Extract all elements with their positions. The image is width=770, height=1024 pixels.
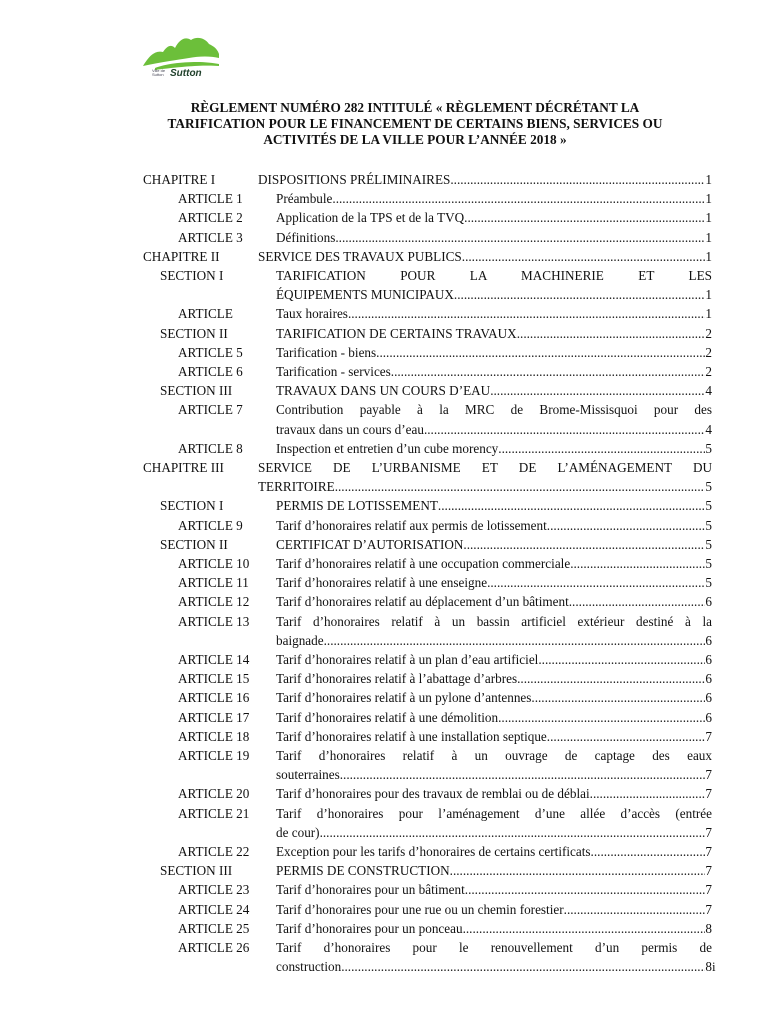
toc-entry-text: Tarif d’honoraires relatif à une enseigne [276,575,488,591]
toc-entry-text: Tarif d’honoraires relatif à une occupation commerciale [276,556,571,571]
toc-entry[interactable] [0,458,770,496]
toc-page-number: 1 [705,229,712,245]
toc-entry-text: SERVICE DE L’URBANISME ET DE L’AMÉNAGEMENT DU [258,460,712,475]
toc-entry-label: ARTICLE 1 [178,191,243,207]
toc-entry-title [276,688,712,707]
toc-entry-title [276,612,712,650]
toc-entry-label: SECTION III [160,863,233,879]
toc-entry-title [276,266,712,304]
toc-page-number: 1 [705,210,712,226]
toc-entry-text: Application de la TPS et de la TVQ [276,210,465,226]
dot-leader [547,516,706,535]
dot-leader [454,285,705,304]
toc-page-number: 7 [705,728,712,744]
toc-entry-label: ARTICLE 23 [178,882,250,898]
toc-entry-text: Tarif d’honoraires relatif aux permis de lotissement [276,517,547,533]
toc-entry-label: ARTICLE 3 [178,229,243,245]
toc-entry-label: SECTION III [160,383,233,399]
toc-entry-label: CHAPITRE II [143,248,220,264]
toc-entry-text: TERRITOIRE [258,479,335,495]
toc-entry[interactable] [0,688,770,707]
toc-page-number: 6 [705,671,712,687]
toc-page-number: 4 [705,383,712,399]
toc-page-number: 1 [705,306,712,322]
toc-page-number: 1 [705,287,712,303]
dot-leader [590,784,706,803]
toc-entry-text: travaux dans un cours d’eau [276,421,424,437]
toc-entry-label: ARTICLE 25 [178,920,250,936]
toc-entry-label: ARTICLE 13 [178,613,250,629]
toc-entry-text: Tarif d’honoraires relatif à une démolition [276,709,499,725]
toc-entry[interactable] [0,189,770,208]
toc-entry-label: ARTICLE 16 [178,690,250,706]
toc-entry[interactable] [0,324,770,343]
toc-entry-title [276,669,712,688]
toc-entry[interactable] [0,381,770,400]
toc-entry-label: SECTION II [160,325,228,341]
toc-entry-title [276,842,712,861]
dot-leader [498,708,705,727]
toc-entry-label: ARTICLE 19 [178,748,250,763]
toc-page-number: 5 [705,440,712,456]
toc-entry[interactable] [0,400,770,438]
dot-leader [498,439,705,458]
toc-entry[interactable] [0,919,770,938]
toc-entry-label: SECTION I [160,498,224,514]
dot-leader [450,170,705,189]
toc-entry-label: ARTICLE 20 [178,786,250,802]
toc-entry-title [276,228,712,247]
toc-entry-text: Exception pour les tarifs d’honoraires de certains certificats [276,844,591,859]
toc-entry[interactable] [0,900,770,919]
toc-entry[interactable] [0,573,770,592]
dot-leader [490,381,705,400]
toc-page-number: 5 [705,517,712,533]
toc-page-number: 6 [705,594,712,610]
toc-page-number: 7 [705,882,712,898]
toc-entry-title [276,804,712,842]
toc-entry-label: ARTICLE 14 [178,652,250,667]
toc-entry-label: ARTICLE 2 [178,210,243,226]
toc-entry-title [276,650,712,669]
toc-entry-title [258,247,712,266]
toc-entry-text: PERMIS DE LOTISSEMENT [276,498,438,514]
toc-entry-text: CERTIFICAT D’AUTORISATION [276,536,464,552]
toc-entry-text: de cour) [276,824,320,840]
toc-entry[interactable] [0,208,770,227]
dot-leader [531,688,705,707]
toc-page-number: 1 [705,248,712,264]
toc-entry-text: Tarif d’honoraires relatif à une installation septique [276,728,547,744]
toc-entry[interactable] [0,362,770,381]
toc-page-number: 7 [705,901,712,917]
toc-entry[interactable] [0,612,770,650]
dot-leader [340,765,706,784]
toc-entry-title [276,900,712,919]
toc-entry-text: PERMIS DE CONSTRUCTION [276,863,450,879]
toc-entry-title [276,439,712,458]
toc-page-number: 7 [705,844,712,859]
toc-entry-text: Tarif d’honoraires relatif au déplacement d’un bâtiment [276,594,569,610]
toc-entry-text: Tarif d’honoraires pour le renouvellement d’un permis de [276,940,712,955]
toc-entry-label: ARTICLE 17 [178,709,250,725]
dot-leader [348,304,705,323]
dot-leader [332,189,705,208]
toc-entry-title [276,362,712,381]
document-title [130,100,700,148]
toc-page-number: 2 [705,325,712,341]
toc-entry[interactable] [0,439,770,458]
toc-entry-text: TARIFICATION POUR LA MACHINERIE ET LES [276,268,712,283]
dot-leader [591,842,706,861]
toc-entry-title [276,938,712,976]
toc-entry-title [276,784,712,803]
toc-entry-text: TARIFICATION DE CERTAINS TRAVAUX [276,325,517,341]
toc-entry-label: ARTICLE 24 [178,901,250,917]
toc-entry-label: CHAPITRE III [143,460,224,475]
toc-entry-text: Tarif d’honoraires pour l’aménagement d’une allée d’accès (entrée [276,805,712,821]
toc-entry-label: ARTICLE 21 [178,805,250,821]
dot-leader [438,496,705,515]
toc-entry-text: DISPOSITIONS PRÉLIMINAIRES [258,172,451,187]
toc-entry-title [276,400,712,438]
toc-page-number: 7 [705,767,712,783]
toc-entry-text: Taux horaires [276,306,348,322]
toc-entry-title [276,381,712,400]
toc-entry-label: ARTICLE 6 [178,364,243,379]
toc-entry[interactable] [0,842,770,861]
toc-entry-label: ARTICLE 9 [178,517,243,533]
toc-entry-label: ARTICLE 8 [178,440,243,456]
title-line: ACTIVITÉS DE LA VILLE POUR L’ANNÉE 2018 » [263,132,567,147]
toc-entry-label: SECTION I [160,268,224,283]
dot-leader [463,535,705,554]
toc-page-number: 2 [705,364,712,379]
toc-entry[interactable] [0,247,770,266]
logo-subtitle: Ville de Sutton [152,68,166,77]
toc-entry-label: ARTICLE 12 [178,594,250,610]
toc-entry-text: souterraines [276,767,340,783]
toc-entry[interactable] [0,727,770,746]
toc-entry-text: Tarif d’honoraires pour des travaux de remblai ou de déblai [276,786,590,802]
toc-page-number: 5 [705,479,712,495]
toc-entry-title [276,573,712,592]
toc-entry-title [276,324,712,343]
toc-entry-title [276,189,712,208]
toc-entry-title [258,458,712,496]
toc-entry[interactable] [0,669,770,688]
toc-entry-title [276,919,712,938]
toc-entry[interactable] [0,170,770,189]
toc-page-number: 5 [705,498,712,514]
toc-entry-label: ARTICLE [178,306,233,322]
toc-entry-text: Tarif d’honoraires relatif à un ouvrage de captage des eaux [276,748,712,763]
dot-leader [424,420,705,439]
dot-leader [569,592,706,611]
toc-entry[interactable] [0,266,770,304]
toc-entry[interactable] [0,304,770,323]
toc-entry[interactable] [0,496,770,515]
toc-entry-label: ARTICLE 22 [178,844,250,859]
dot-leader [463,919,706,938]
toc-page-number: 2 [705,344,712,360]
toc-entry[interactable] [0,746,770,784]
title-line: TARIFICATION POUR LE FINANCEMENT DE CERTAINS BIENS, SERVICES OU [167,116,663,131]
dot-leader [538,650,705,669]
dot-leader [320,823,706,842]
toc-entry-text: Préambule [276,191,333,207]
dot-leader [335,228,705,247]
toc-entry[interactable] [0,938,770,976]
toc-entry[interactable] [0,784,770,803]
toc-entry-title [276,516,712,535]
toc-entry-title [276,592,712,611]
dot-leader [570,554,705,573]
toc-page-number: 6 [705,709,712,725]
dot-leader [450,861,706,880]
toc-page-number: 7 [705,786,712,802]
toc-entry-text: construction [276,959,342,975]
toc-entry-title [276,304,712,323]
toc-entry-title [276,861,712,880]
toc-entry-title [276,554,712,573]
toc-page-number: 1 [705,172,712,187]
dot-leader [564,900,706,919]
toc-entry[interactable] [0,708,770,727]
dot-leader [465,880,706,899]
toc-entry-label: ARTICLE 15 [178,671,250,687]
toc-entry[interactable] [0,228,770,247]
dot-leader [464,208,705,227]
toc-page-number: 6 [705,632,712,648]
toc-entry[interactable] [0,516,770,535]
toc-entry-text: TRAVAUX DANS UN COURS D’EAU [276,383,491,399]
toc-entry[interactable] [0,554,770,573]
toc-entry-label: ARTICLE 11 [178,575,249,591]
toc-entry-label: ARTICLE 10 [178,556,250,571]
dot-leader [324,631,706,650]
dot-leader [547,727,706,746]
toc-page-number: 8 [705,959,712,975]
toc-entry-text: Tarification - services [276,364,391,379]
toc-entry-title [276,880,712,899]
toc-page-number: 6 [705,652,712,667]
toc-page-number: 8 [705,920,712,936]
dot-leader [376,343,705,362]
toc-entry[interactable] [0,592,770,611]
toc-entry-text: SERVICE DES TRAVAUX PUBLICS [258,248,462,264]
toc-entry-label: ARTICLE 18 [178,728,250,744]
toc-entry-label: CHAPITRE I [143,172,216,187]
toc-page-number: 5 [705,556,712,571]
toc-entry-label: ARTICLE 26 [178,940,250,955]
dot-leader [517,324,706,343]
toc-entry-title [276,208,712,227]
toc-entry[interactable] [0,804,770,842]
toc-entry-text: Tarif d’honoraires relatif à un pylone d’antennes [276,690,532,706]
dot-leader [391,362,706,381]
page-number: i [712,959,716,974]
toc-page-number: 6 [705,690,712,706]
toc-entry-label: ARTICLE 5 [178,344,243,360]
toc-entry[interactable] [0,880,770,899]
toc-entry[interactable] [0,861,770,880]
toc-page-number: 4 [705,421,712,437]
toc-entry[interactable] [0,650,770,669]
toc-entry-text: Tarif d’honoraires relatif à un bassin artificiel extérieur destiné à la [276,613,712,629]
toc-entry-title [276,727,712,746]
dot-leader [517,669,705,688]
toc-page-number: 7 [705,824,712,840]
toc-entry-title [258,170,712,189]
title-line: RÈGLEMENT NUMÉRO 282 INTITULÉ « RÈGLEMENT DÉCRÉTANT LA [190,100,640,115]
toc-entry-text: Définitions [276,229,336,245]
dot-leader [462,247,706,266]
toc-page-number: 5 [705,536,712,552]
toc-entry-text: Contribution payable à la MRC de Brome-Missisquoi pour des [276,402,712,418]
toc-entry-label: ARTICLE 7 [178,402,243,418]
toc-page-number: 7 [705,863,712,879]
toc-entry-title [276,708,712,727]
dot-leader [335,477,706,496]
toc-entry-text: ÉQUIPEMENTS MUNICIPAUX [276,287,454,303]
toc-entry[interactable] [0,535,770,554]
toc-entry-text: Tarif d’honoraires relatif à un plan d’eau artificiel [276,652,539,667]
toc-entry-text: baignade [276,632,324,648]
toc-entry-title [276,496,712,515]
logo-wordmark: Sutton [170,68,202,79]
toc-page-number: 1 [705,191,712,207]
toc-entry-text: Tarif d’honoraires pour un bâtiment [276,882,465,898]
dot-leader [487,573,705,592]
toc-entry-title [276,343,712,362]
dot-leader [341,957,705,976]
toc-entry[interactable] [0,343,770,362]
toc-entry-title [276,535,712,554]
toc-entry-text: Tarification - biens [276,344,377,360]
toc-entry-text: Inspection et entretien d’un cube morency [276,440,499,456]
toc-page-number: 5 [705,575,712,591]
toc-entry-text: Tarif d’honoraires pour un ponceau [276,920,463,936]
toc-entry-title [276,746,712,784]
toc-entry-text: Tarif d’honoraires relatif à l’abattage d’arbres [276,671,518,687]
toc-entry-text: Tarif d’honoraires pour une rue ou un chemin forestier [276,901,564,917]
toc-entry-label: SECTION II [160,536,228,552]
